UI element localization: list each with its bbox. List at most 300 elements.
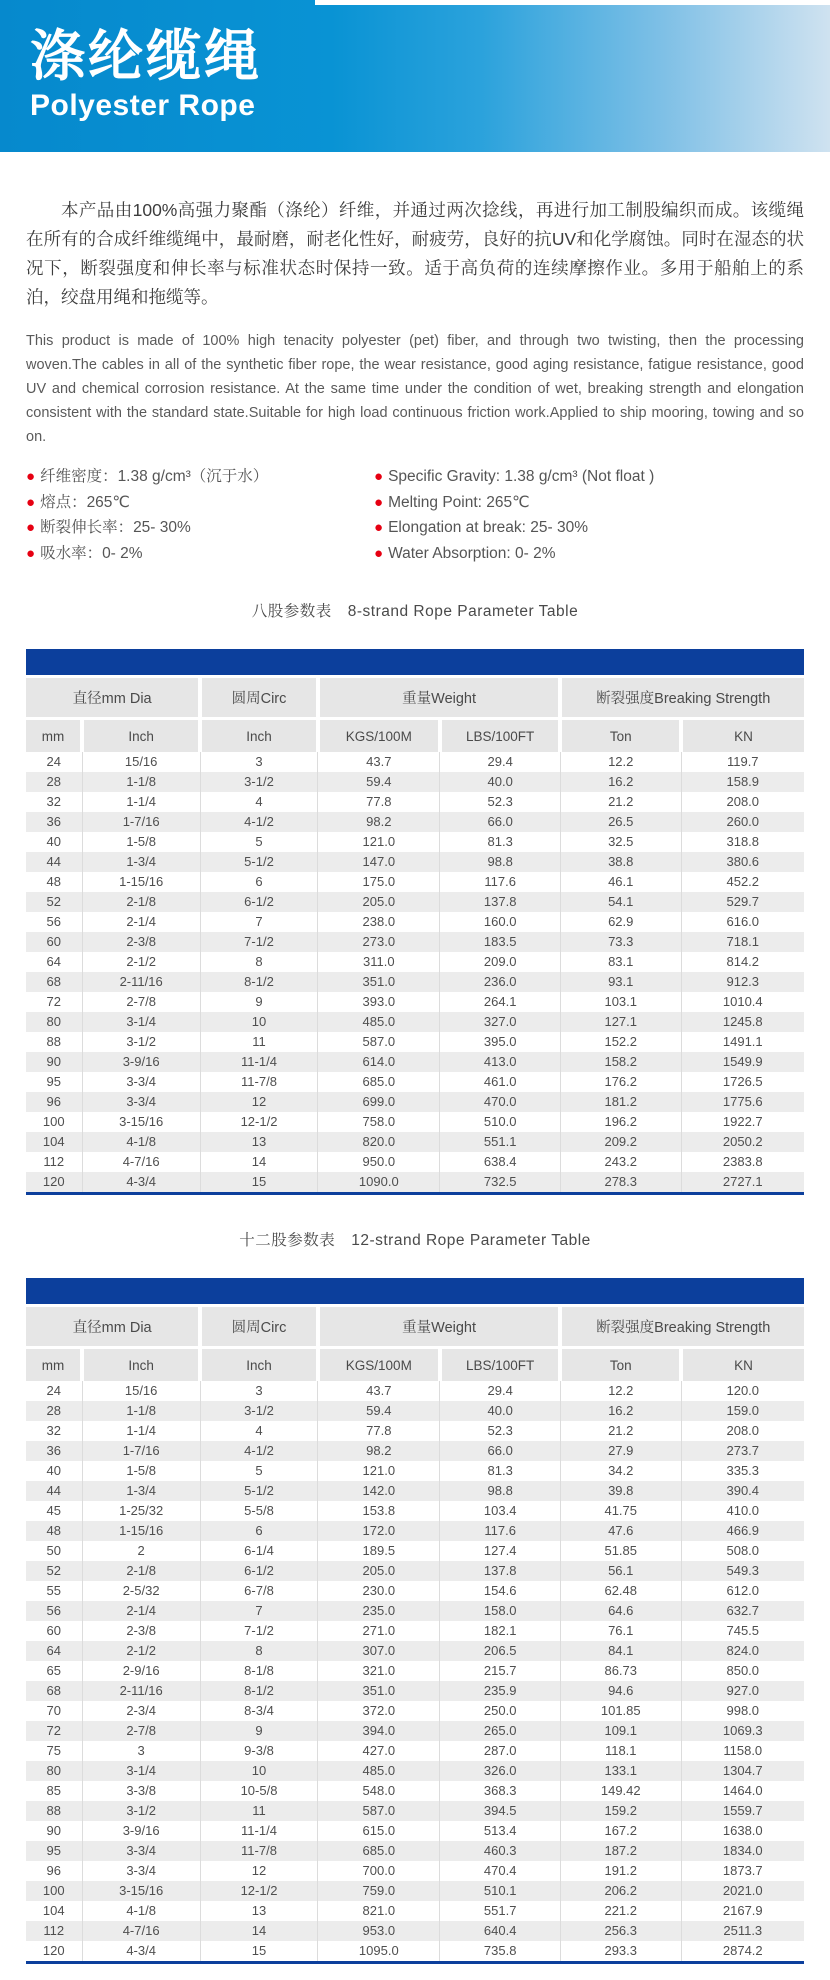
table-cell: 76.1	[560, 1621, 681, 1641]
table-cell: 3-15/16	[82, 1112, 200, 1132]
table-row	[26, 1941, 804, 1961]
table-sub-header-row	[26, 1348, 804, 1382]
col-header-inch-circ: Inch	[200, 1348, 317, 1382]
table-cell: 118.1	[560, 1741, 681, 1761]
bullet-icon: ●	[374, 493, 384, 511]
table-cell: 98.2	[318, 812, 440, 832]
table-cell: 587.0	[318, 1032, 440, 1052]
table-cell: 104	[42, 1134, 65, 1149]
spec-item-text: Melting Point: 265℃	[388, 493, 530, 511]
table-cell: 32	[46, 794, 61, 809]
table-cell: 64	[46, 954, 61, 969]
table-cell: 485.0	[318, 1761, 440, 1781]
table-cell: 100	[42, 1114, 65, 1129]
table-cell: 84.1	[560, 1641, 681, 1661]
table-cell: 2-3/8	[82, 932, 200, 952]
table-cell: 614.0	[318, 1052, 440, 1072]
table-group-header-row	[26, 1307, 804, 1348]
table-cell: 732.5	[440, 1172, 561, 1192]
table-cell: 34.2	[560, 1461, 681, 1481]
col-header-ton: Ton	[560, 719, 681, 753]
table-cell: 395.0	[440, 1032, 561, 1052]
table-cell: 6-1/4	[200, 1541, 317, 1561]
table-cell: 1-3/4	[82, 852, 200, 872]
table-cell: 95	[46, 1074, 61, 1089]
table-cell: 271.0	[318, 1621, 440, 1641]
spec-item-text: 吸水率：0- 2%	[40, 544, 143, 562]
table-cell: 3-3/4	[82, 1841, 200, 1861]
table-section-12strand	[26, 1278, 804, 1964]
table-row	[26, 1092, 804, 1112]
table-cell: 137.8	[440, 1561, 561, 1581]
table-cell: 758.0	[318, 1112, 440, 1132]
table-cell: 549.3	[681, 1561, 804, 1581]
spec-item	[26, 490, 374, 516]
table-cell: 235.0	[318, 1601, 440, 1621]
table-row	[26, 1701, 804, 1721]
table-cell: 11	[200, 1032, 317, 1052]
table-cell: 2-1/4	[82, 912, 200, 932]
col-header-inch-dia: Inch	[82, 719, 200, 753]
table-cell: 68	[46, 974, 61, 989]
table-row	[26, 1621, 804, 1641]
table-cell: 52	[46, 1563, 61, 1578]
table-row	[26, 952, 804, 972]
table-row	[26, 1012, 804, 1032]
table-cell: 311.0	[318, 952, 440, 972]
table-cell: 96	[46, 1094, 61, 1109]
table-cell: 153.8	[318, 1501, 440, 1521]
table-cell: 14	[200, 1921, 317, 1941]
table-cell: 912.3	[681, 972, 804, 992]
col-header-kgs: KGS/100M	[318, 1348, 440, 1382]
table-cell: 287.0	[440, 1741, 561, 1761]
table-cell: 1-15/16	[82, 872, 200, 892]
table-cell: 510.1	[440, 1881, 561, 1901]
table-bottom-rule	[26, 1192, 804, 1195]
spec-item	[374, 490, 804, 516]
table-row	[26, 992, 804, 1012]
table-cell: 5-1/2	[200, 1481, 317, 1501]
table-cell: 1922.7	[681, 1112, 804, 1132]
table-cell: 215.7	[440, 1661, 561, 1681]
table-cell: 4	[200, 1421, 317, 1441]
table-cell: 351.0	[318, 1681, 440, 1701]
page-title-en: Polyester Rope	[30, 89, 256, 122]
table-cell: 1726.5	[681, 1072, 804, 1092]
table-cell: 1304.7	[681, 1761, 804, 1781]
table-cell: 90	[46, 1054, 61, 1069]
table-cell: 6	[200, 1521, 317, 1541]
table-cell: 1095.0	[318, 1941, 440, 1961]
table-cell: 12-1/2	[200, 1881, 317, 1901]
table-cell: 90	[46, 1823, 61, 1838]
table-cell: 3-3/4	[82, 1861, 200, 1881]
table-cell: 95	[46, 1843, 61, 1858]
table-cell: 119.7	[681, 752, 804, 772]
table-cell: 460.3	[440, 1841, 561, 1861]
table-cell: 32	[46, 1423, 61, 1438]
col-header-inch-dia: Inch	[82, 1348, 200, 1382]
table-cell: 12.2	[560, 1381, 681, 1401]
table-cell: 413.0	[440, 1052, 561, 1072]
table-cell: 4	[200, 792, 317, 812]
table-cell: 4-7/16	[82, 1921, 200, 1941]
col-group-weight: 重量Weight	[318, 678, 561, 719]
table-row	[26, 1401, 804, 1421]
col-header-kn: KN	[681, 719, 804, 753]
table-cell: 117.6	[440, 872, 561, 892]
table-cell: 26.5	[560, 812, 681, 832]
table-header-bar	[26, 1278, 804, 1304]
table-cell: 6-7/8	[200, 1581, 317, 1601]
table-cell: 3-9/16	[82, 1821, 200, 1841]
table-cell: 50	[46, 1543, 61, 1558]
bullet-icon: ●	[26, 468, 36, 485]
table-cell: 47.6	[560, 1521, 681, 1541]
table-cell: 221.2	[560, 1901, 681, 1921]
table-cell: 44	[46, 854, 61, 869]
table-row	[26, 1441, 804, 1461]
table-row	[26, 1641, 804, 1661]
table-cell: 40	[46, 834, 61, 849]
table-cell: 73.3	[560, 932, 681, 952]
col-header-kgs: KGS/100M	[318, 719, 440, 753]
table-cell: 470.4	[440, 1861, 561, 1881]
table-cell: 68	[46, 1683, 61, 1698]
table-cell: 120	[42, 1174, 65, 1189]
table-cell: 814.2	[681, 952, 804, 972]
table-row	[26, 1841, 804, 1861]
table-cell: 93.1	[560, 972, 681, 992]
table-cell: 208.0	[681, 1421, 804, 1441]
table-cell: 81.3	[440, 832, 561, 852]
table-cell: 470.0	[440, 1092, 561, 1112]
table-cell: 15	[200, 1941, 317, 1961]
spec-item	[374, 515, 804, 541]
table-cell: 80	[46, 1014, 61, 1029]
table-cell: 321.0	[318, 1661, 440, 1681]
table-cell: 48	[46, 1523, 61, 1538]
table-row	[26, 1112, 804, 1132]
table-cell: 16.2	[560, 1401, 681, 1421]
table-cell: 1158.0	[681, 1741, 804, 1761]
spec-item	[26, 515, 374, 541]
banner-top-strip	[315, 0, 830, 5]
table-cell: 121.0	[318, 832, 440, 852]
table-cell: 24	[46, 754, 61, 769]
table-cell: 11-7/8	[200, 1841, 317, 1861]
table-cell: 2-7/8	[82, 992, 200, 1012]
table-cell: 101.85	[560, 1701, 681, 1721]
table-cell: 13	[200, 1901, 317, 1921]
table-cell: 1069.3	[681, 1721, 804, 1741]
table-cell: 183.5	[440, 932, 561, 952]
table-cell: 250.0	[440, 1701, 561, 1721]
table-cell: 65	[46, 1663, 61, 1678]
table-cell: 5	[200, 1461, 317, 1481]
table-cell: 2050.2	[681, 1132, 804, 1152]
table-cell: 2727.1	[681, 1172, 804, 1192]
table-cell: 551.1	[440, 1132, 561, 1152]
table-cell: 154.6	[440, 1581, 561, 1601]
table-cell: 3-3/4	[82, 1092, 200, 1112]
table-cell: 236.0	[440, 972, 561, 992]
table-section-8strand	[26, 649, 804, 1195]
table-cell: 208.0	[681, 792, 804, 812]
table-cell: 1-1/8	[82, 772, 200, 792]
table-row	[26, 1721, 804, 1741]
table-cell: 54.1	[560, 892, 681, 912]
table-cell: 3-1/4	[82, 1012, 200, 1032]
table-cell: 4-1/8	[82, 1901, 200, 1921]
table-cell: 59.4	[318, 1401, 440, 1421]
table-row	[26, 1521, 804, 1541]
table-cell: 2383.8	[681, 1152, 804, 1172]
table-cell: 1464.0	[681, 1781, 804, 1801]
table-cell: 2-1/4	[82, 1601, 200, 1621]
table-cell: 1-1/4	[82, 1421, 200, 1441]
table-cell: 5	[200, 832, 317, 852]
table-cell: 86.73	[560, 1661, 681, 1681]
table-cell: 243.2	[560, 1152, 681, 1172]
spec-item-text: 纤维密度：1.38 g/cm³（沉于水）	[40, 468, 269, 485]
table-cell: 410.0	[681, 1501, 804, 1521]
table-cell: 52	[46, 894, 61, 909]
table-cell: 181.2	[560, 1092, 681, 1112]
table-cell: 16.2	[560, 772, 681, 792]
table-cell: 927.0	[681, 1681, 804, 1701]
table-cell: 85	[46, 1783, 61, 1798]
table-cell: 149.42	[560, 1781, 681, 1801]
table-row	[26, 1881, 804, 1901]
table-row	[26, 1801, 804, 1821]
table-cell: 72	[46, 994, 61, 1009]
table-cell: 351.0	[318, 972, 440, 992]
table-cell: 159.0	[681, 1401, 804, 1421]
table-cell: 88	[46, 1034, 61, 1049]
table-row	[26, 1461, 804, 1481]
table-row	[26, 1501, 804, 1521]
table-cell: 1549.9	[681, 1052, 804, 1072]
table-cell: 3-15/16	[82, 1881, 200, 1901]
table-row	[26, 1761, 804, 1781]
table-cell: 1775.6	[681, 1092, 804, 1112]
table-cell: 3-3/8	[82, 1781, 200, 1801]
table-cell: 117.6	[440, 1521, 561, 1541]
table-cell: 40	[46, 1463, 61, 1478]
table-cell: 36	[46, 1443, 61, 1458]
table-cell: 206.2	[560, 1881, 681, 1901]
table-cell: 278.3	[560, 1172, 681, 1192]
table-cell: 8-1/8	[200, 1661, 317, 1681]
table-cell: 953.0	[318, 1921, 440, 1941]
table-cell: 9	[200, 1721, 317, 1741]
table-row	[26, 852, 804, 872]
table-cell: 62.9	[560, 912, 681, 932]
table-group-header-row	[26, 678, 804, 719]
table-cell: 15	[200, 1172, 317, 1192]
table-cell: 8-3/4	[200, 1701, 317, 1721]
page-bottom-spacer	[0, 1964, 830, 1980]
table-cell: 159.2	[560, 1801, 681, 1821]
table-cell: 158.2	[560, 1052, 681, 1072]
table-cell: 820.0	[318, 1132, 440, 1152]
table-cell: 238.0	[318, 912, 440, 932]
table-cell: 2-3/8	[82, 1621, 200, 1641]
table-cell: 56.1	[560, 1561, 681, 1581]
table-cell: 235.9	[440, 1681, 561, 1701]
table-row	[26, 1821, 804, 1841]
table-cell: 10-5/8	[200, 1781, 317, 1801]
table-cell: 176.2	[560, 1072, 681, 1092]
table-cell: 3-1/2	[82, 1032, 200, 1052]
table-cell: 7	[200, 912, 317, 932]
table-cell: 2874.2	[681, 1941, 804, 1961]
col-group-circumference: 圆周Circ	[200, 1307, 317, 1348]
table-cell: 529.7	[681, 892, 804, 912]
table-cell: 38.8	[560, 852, 681, 872]
table-cell: 466.9	[681, 1521, 804, 1541]
table-cell: 615.0	[318, 1821, 440, 1841]
table-row	[26, 1681, 804, 1701]
table-cell: 3-1/2	[200, 1401, 317, 1421]
table-cell: 2	[82, 1541, 200, 1561]
table-row	[26, 1152, 804, 1172]
table-cell: 103.1	[560, 992, 681, 1012]
table-row	[26, 872, 804, 892]
intro-paragraph-en: This product is made of 100% high tenacity polyester (pet) fiber, and through two twisting, then the processing woven.The cables in all of the synthetic fiber rope, the wear resistance, good aging resistance, fatigue resistance, good UV and chemical corrosion resistance. At the same time under the condition of wet, breaking strength and elongation consistent with the standard state.Suitable for high load continuous friction work.Applied to ship mooring, towing and so on.	[26, 333, 804, 445]
spec-item-text: Specific Gravity: 1.38 g/cm³ (Not float )	[388, 468, 655, 485]
table-cell: 29.4	[440, 1381, 561, 1401]
bullet-icon: ●	[26, 544, 36, 562]
table-cell: 950.0	[318, 1152, 440, 1172]
table-cell: 390.4	[681, 1481, 804, 1501]
table-cell: 2-3/4	[82, 1701, 200, 1721]
table-cell: 640.4	[440, 1921, 561, 1941]
table-cell: 632.7	[681, 1601, 804, 1621]
col-header-lbs: LBS/100FT	[440, 1348, 561, 1382]
table-cell: 206.5	[440, 1641, 561, 1661]
table-row	[26, 1901, 804, 1921]
col-group-weight: 重量Weight	[318, 1307, 561, 1348]
table-row	[26, 972, 804, 992]
table-cell: 1090.0	[318, 1172, 440, 1192]
table-cell: 28	[46, 774, 61, 789]
table-cell: 1-1/8	[82, 1401, 200, 1421]
table-cell: 1245.8	[681, 1012, 804, 1032]
table-cell: 167.2	[560, 1821, 681, 1841]
table-cell: 52.3	[440, 792, 561, 812]
table-cell: 12-1/2	[200, 1112, 317, 1132]
table-cell: 80	[46, 1763, 61, 1778]
table-cell: 88	[46, 1803, 61, 1818]
table-cell: 81.3	[440, 1461, 561, 1481]
table-cell: 12.2	[560, 752, 681, 772]
table-cell: 485.0	[318, 1012, 440, 1032]
table-cell: 41.75	[560, 1501, 681, 1521]
col-group-diameter: 直径mm Dia	[26, 678, 200, 719]
table-cell: 10	[200, 1761, 317, 1781]
table-cell: 137.8	[440, 892, 561, 912]
table-row	[26, 912, 804, 932]
table-cell: 127.4	[440, 1541, 561, 1561]
table-row	[26, 1581, 804, 1601]
page-title-cn: 涤纶缆绳	[30, 25, 263, 87]
table-cell: 3-1/4	[82, 1761, 200, 1781]
table-cell: 158.0	[440, 1601, 561, 1621]
table-cell: 4-1/8	[82, 1132, 200, 1152]
table-cell: 735.8	[440, 1941, 561, 1961]
table-row	[26, 1481, 804, 1501]
spec-item	[374, 464, 804, 490]
table-cell: 27.9	[560, 1441, 681, 1461]
page-banner	[0, 0, 830, 152]
table-cell: 43.7	[318, 752, 440, 772]
table-row	[26, 1072, 804, 1092]
table-cell: 3	[82, 1741, 200, 1761]
table-cell: 452.2	[681, 872, 804, 892]
table-cell: 3-9/16	[82, 1052, 200, 1072]
table-cell: 461.0	[440, 1072, 561, 1092]
table-cell: 187.2	[560, 1841, 681, 1861]
col-header-lbs: LBS/100FT	[440, 719, 561, 753]
table-cell: 8	[200, 1641, 317, 1661]
table-cell: 15/16	[82, 752, 200, 772]
table-cell: 8	[200, 952, 317, 972]
table-cell: 44	[46, 1483, 61, 1498]
col-header-mm: mm	[26, 1348, 82, 1382]
table-cell: 612.0	[681, 1581, 804, 1601]
table-cell: 112	[43, 1154, 65, 1169]
table-cell: 510.0	[440, 1112, 561, 1132]
table-cell: 1834.0	[681, 1841, 804, 1861]
table-cell: 56	[46, 914, 61, 929]
col-group-breaking-strength: 断裂强度Breaking Strength	[560, 678, 804, 719]
table-cell: 98.2	[318, 1441, 440, 1461]
table-cell: 51.85	[560, 1541, 681, 1561]
table-cell: 508.0	[681, 1541, 804, 1561]
table-row	[26, 892, 804, 912]
table-cell: 1-5/8	[82, 832, 200, 852]
table-cell: 6	[200, 872, 317, 892]
table-cell: 13	[200, 1132, 317, 1152]
table-cell: 12	[200, 1092, 317, 1112]
table-cell: 160.0	[440, 912, 561, 932]
table-cell: 1-25/32	[82, 1501, 200, 1521]
table-cell: 112	[43, 1923, 65, 1938]
table-cell: 147.0	[318, 852, 440, 872]
table-cell: 1559.7	[681, 1801, 804, 1821]
table-cell: 66.0	[440, 812, 561, 832]
table-row	[26, 752, 804, 772]
table-cell: 2-9/16	[82, 1661, 200, 1681]
col-group-circumference: 圆周Circ	[200, 678, 317, 719]
table-cell: 2167.9	[681, 1901, 804, 1921]
table-cell: 2-1/2	[82, 952, 200, 972]
table-cell: 8-1/2	[200, 972, 317, 992]
parameter-table-8strand	[26, 678, 804, 1192]
table-cell: 36	[46, 814, 61, 829]
table-cell: 1-7/16	[82, 1441, 200, 1461]
table-cell: 10	[200, 1012, 317, 1032]
table-cell: 2511.3	[681, 1921, 804, 1941]
table-row	[26, 1132, 804, 1152]
table-cell: 264.1	[440, 992, 561, 1012]
table-cell: 98.8	[440, 1481, 561, 1501]
table-row	[26, 1032, 804, 1052]
table-cell: 72	[46, 1723, 61, 1738]
